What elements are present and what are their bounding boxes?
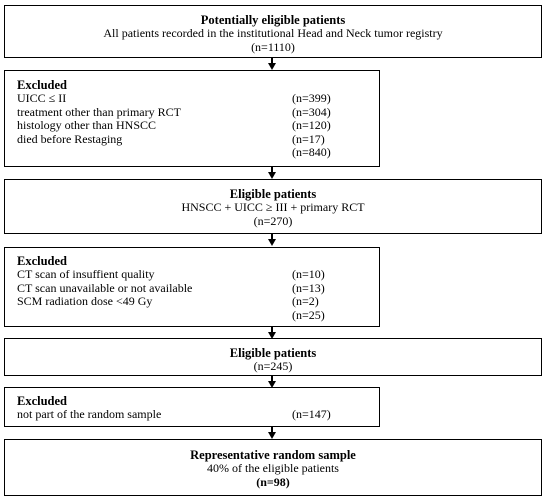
exclusion-label: UICC ≤ II	[17, 91, 67, 105]
box-excluded-1	[4, 70, 380, 167]
box-eligible-2	[4, 338, 542, 376]
box-excluded-2	[4, 247, 380, 327]
box-title: Excluded	[17, 254, 68, 268]
exclusion-count: (n=13)	[292, 280, 325, 295]
exclusion-label	[17, 146, 292, 160]
exclusion-row	[17, 282, 379, 296]
exclusion-label: SCM radiation dose <49 Gy	[17, 294, 153, 308]
exclusion-total: (n=840)	[292, 145, 331, 159]
exclusion-count: (n=120)	[292, 118, 331, 132]
exclusion-count: (n=147)	[292, 407, 331, 421]
box-count: (n=1110)	[251, 39, 295, 54]
box-title: Excluded	[17, 394, 68, 408]
exclusion-row	[17, 268, 379, 282]
box-count: (n=270)	[253, 213, 293, 228]
box-description: 40% of the eligible patients	[207, 461, 339, 475]
box-random-sample	[4, 439, 542, 496]
exclusion-row	[17, 133, 379, 147]
exclusion-label: not part of the random sample	[17, 407, 162, 421]
box-description: HNSCC + UICC ≥ III + primary RCT	[181, 200, 365, 214]
box-title: Excluded	[17, 78, 68, 92]
exclusion-total-row	[17, 146, 379, 160]
exclusion-label: CT scan unavailable or not available	[17, 280, 193, 295]
exclusion-label: died before Restaging	[17, 131, 123, 146]
exclusion-label: CT scan of insuffient quality	[17, 267, 155, 281]
exclusion-row	[17, 106, 379, 120]
exclusion-count: (n=2)	[292, 294, 319, 308]
exclusion-row	[17, 92, 379, 106]
box-description: All patients recorded in the institutional Head and Neck tumor registry	[103, 26, 443, 40]
exclusion-row	[17, 408, 379, 422]
exclusion-total-row	[17, 309, 379, 323]
exclusion-count: (n=304)	[292, 104, 331, 119]
box-potentially-eligible	[4, 5, 542, 58]
exclusion-label: treatment other than primary RCT	[17, 104, 181, 119]
exclusion-count: (n=17)	[292, 131, 325, 146]
box-count: (n=98)	[256, 474, 290, 489]
exclusion-row	[17, 295, 379, 309]
box-title: Representative random sample	[190, 448, 356, 462]
box-title: Eligible patients	[229, 187, 317, 201]
box-title: Potentially eligible patients	[200, 13, 346, 27]
box-eligible-1	[4, 179, 542, 234]
exclusion-row	[17, 119, 379, 133]
exclusion-total: (n=25)	[292, 307, 325, 322]
exclusion-count: (n=10)	[292, 267, 325, 281]
exclusion-count: (n=399)	[292, 91, 331, 105]
exclusion-label: histology other than HNSCC	[17, 118, 157, 132]
box-excluded-3	[4, 387, 380, 427]
box-title: Eligible patients	[229, 346, 317, 360]
box-count: (n=245)	[253, 359, 293, 373]
exclusion-label	[17, 309, 292, 323]
